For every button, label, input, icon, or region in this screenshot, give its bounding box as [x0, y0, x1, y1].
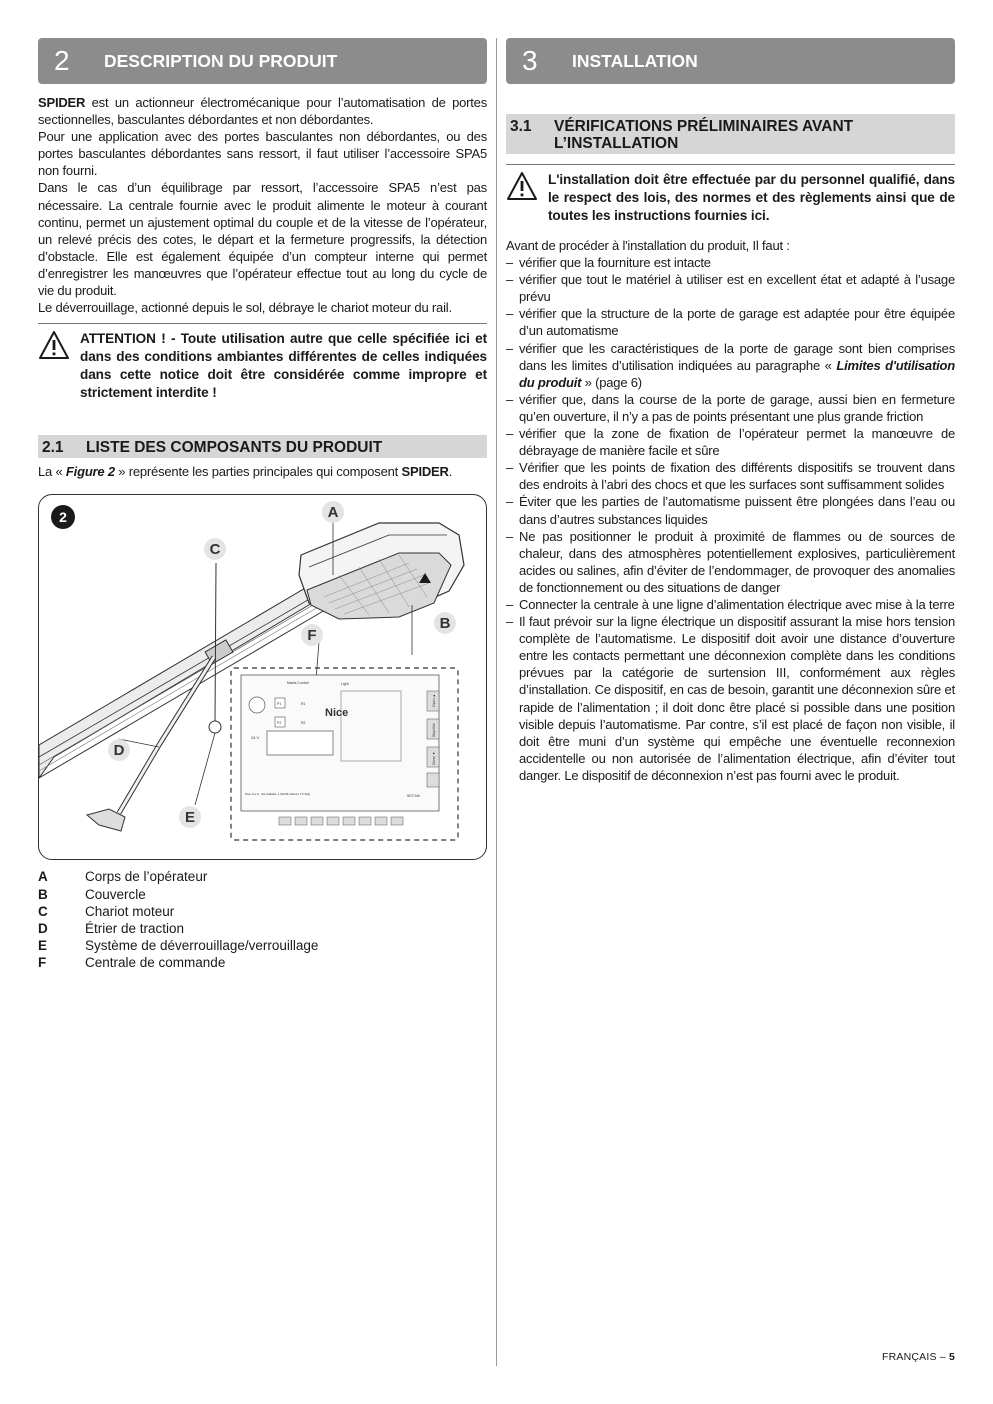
intro-paragraph: Le déverrouillage, actionné depuis le sol, débraye le chariot moteur du rail.: [38, 300, 452, 316]
board-r1: R1: [301, 702, 306, 707]
intro-paragraph: Pour une application avec des portes basculantes non débordantes, ou des portes basculantes débordantes sans ressort, il faut utiliser l’accessoire SPA5 non fourni.: [38, 129, 487, 179]
operator-illustration: [39, 495, 487, 859]
warning-text: L'installation doit être effectuée par du personnel qualifié, dans le respect des lois, des normes et des règlements ainsi que de toutes les instructions fournies ici.: [548, 172, 955, 223]
list-item: – vérifier que les caractéristiques de la porte de garage sont bien comprises dans les limites d’utilisation indiquées au paragraphe « Limites d'utilisation du produit » (page 6): [506, 340, 955, 391]
legend-item: A Corps de l’opérateur: [38, 869, 208, 885]
legend-item: D Étrier de traction: [38, 920, 185, 936]
section-title: LISTE DES COMPOSANTS DU PRODUIT: [86, 439, 383, 457]
list-item: – vérifier que la zone de fixation de l’opérateur permet la manœuvre de débrayage de manière facile et sûre: [506, 425, 955, 459]
intro-text: [38, 94, 487, 316]
list-item: – vérifier que la structure de la porte de garage est adaptée pour être équipée d’un automatisme: [506, 305, 955, 339]
chapter-number: 3: [522, 45, 538, 76]
warning-block: [506, 164, 955, 225]
warning-icon: [506, 171, 548, 225]
board-24v: 24 V: [251, 735, 260, 741]
figure-reference: La « Figure 2 » représente les parties principales qui composent SPIDER.: [38, 464, 453, 480]
list-item: – vérifier que tout le matériel à utiliser est en excellent état et adapté à l’usage prévu: [506, 271, 955, 305]
chapter-title: INSTALLATION: [572, 50, 698, 71]
legend-item: F Centrale de commande: [38, 955, 226, 971]
intro-paragraph: Dans le cas d’un équilibrage par ressort, l’accessoire SPA5 n’est pas nécessaire. La centrale fournie avec le produit alimente le moteur à courant continu, permet un ajustement optimal du couple et de la vitesse de l’opérateur, un relevé précis des cotes, le départ et la fermeture progressifs, la détection d’obstacle. Elle est également équipée d’un compteur interne qui permet d’enregistrer les manœuvres que l’opérateur effectue tout au long du cycle de vie du produit.: [38, 180, 487, 299]
list-item: – Il faut prévoir sur la ligne électrique un dispositif assurant la mise hors tension complète de l’automatisme. Le dispositif doit avoir une distance d’ouverture entre les contacts permettant une déconnexion complète dans les conditions prévues par la catégorie de surtension III, conformément aux règles d’installation. Ce dispositif, en cas de besoin, garantit une déconnexion sûre et rapide de l’alimentation ; il doit donc être placé si possible dans une position visible depuis l’automatisme. Par contre, s’il est placé de façon non visible, il doit être muni d’un système qui empêche une éventuelle reconnexion accidentelle ou non autorisée de l’alimentation électrique, afin d’éviter tout danger. Le dispositif de déconnexion n’est pas fourni avec le produit.: [506, 613, 955, 784]
legend-item: E Système de déverrouillage/verrouillage: [38, 938, 319, 954]
chapter-number: 2: [54, 45, 70, 76]
board-open: Open ▲: [432, 694, 436, 708]
board-close: Close ▼: [432, 751, 436, 766]
lead-text: Avant de procéder à l'installation du produit, Il faut :: [506, 238, 790, 253]
callout-f: F: [307, 627, 317, 645]
list-item: – vérifier que, dans la course de la porte de garage, aussi bien en fermeture qu’en ouverture, il n’y a pas de points présentant une plus grande friction: [506, 391, 955, 425]
list-item: – Connecter la centrale à une ligne d’alimentation électrique avec mise à la terre: [506, 596, 955, 613]
board-light: Light: [341, 682, 349, 687]
section-title: VÉRIFICATIONS PRÉLIMINAIRES AVANT L’INSTALLATION: [554, 118, 854, 152]
callout-a: A: [327, 504, 339, 522]
board-r2: R2: [301, 721, 306, 726]
page-number: 5: [948, 1351, 955, 1363]
check-list: [506, 254, 955, 784]
board-maker: Nice S.p.A. Via Callalta, 1 31046 Oderzo TV Italy: [245, 792, 311, 797]
intro-paragraph: SPIDER est un actionneur électromécanique pour l’automatisation de portes sectionnelles, basculantes débordantes et non débordantes.: [38, 95, 487, 128]
list-item: – vérifier que la fourniture est intacte: [506, 254, 955, 271]
section-header-2-1: [38, 435, 487, 458]
list-item: – Vérifier que les points de fixation des différents dispositifs se trouvent dans des endroits à l’abri des chocs et que les surfaces sont suffisamment solides: [506, 459, 955, 493]
board-id: SDT-NA: [407, 794, 420, 799]
cross-reference-link[interactable]: Limites d'utilisation du produit: [519, 357, 955, 390]
warning-block: [38, 323, 487, 402]
left-column: [38, 38, 487, 972]
figure-legend: [38, 868, 487, 971]
legend-item: B Couvercle: [38, 886, 146, 902]
figure-number: 2: [59, 509, 67, 526]
section-number: 3.1: [510, 118, 532, 135]
board-p2: P2: [277, 721, 282, 726]
warning-text: ATTENTION ! - Toute utilisation autre que celle spécifiée ici et dans des conditions ambiantes différentes de celles indiquées dans cette notice doit être considérée comme impropre et strictement interdite !: [80, 331, 487, 401]
callout-e: E: [184, 809, 196, 827]
column-divider: [496, 38, 497, 1366]
callout-d: D: [113, 742, 125, 760]
section-header-3-1: [506, 114, 955, 154]
callout-b: B: [439, 615, 451, 633]
figure-2: [38, 494, 487, 860]
section-number: 2.1: [42, 439, 64, 457]
right-column: [506, 38, 955, 784]
warning-icon: [38, 330, 80, 402]
board-stop: Stop/Set: [432, 723, 436, 738]
board-mains: Mains Control: [287, 681, 309, 686]
legend-item: C Chariot moteur: [38, 903, 175, 919]
list-item: – Éviter que les parties de l’automatisme puissent être plongées dans l’eau ou dans d’autres substances liquides: [506, 493, 955, 527]
callout-c: C: [209, 541, 221, 559]
board-brand: Nice: [325, 707, 349, 720]
board-p1: P1: [277, 702, 282, 707]
chapter-header-2: [38, 38, 487, 84]
page-footer: FRANÇAIS – 5: [881, 1351, 955, 1363]
list-item: – Ne pas positionner le produit à proximité de flammes ou de sources de chaleur, dans des atmosphères potentiellement explosives, particulièrement acides ou salines, afin d’éviter de l’endommager, de provoquer des anomalies de fonctionnement ou des situations de danger: [506, 528, 955, 596]
chapter-title: DESCRIPTION DU PRODUIT: [104, 50, 338, 71]
chapter-header-3: [506, 38, 955, 84]
